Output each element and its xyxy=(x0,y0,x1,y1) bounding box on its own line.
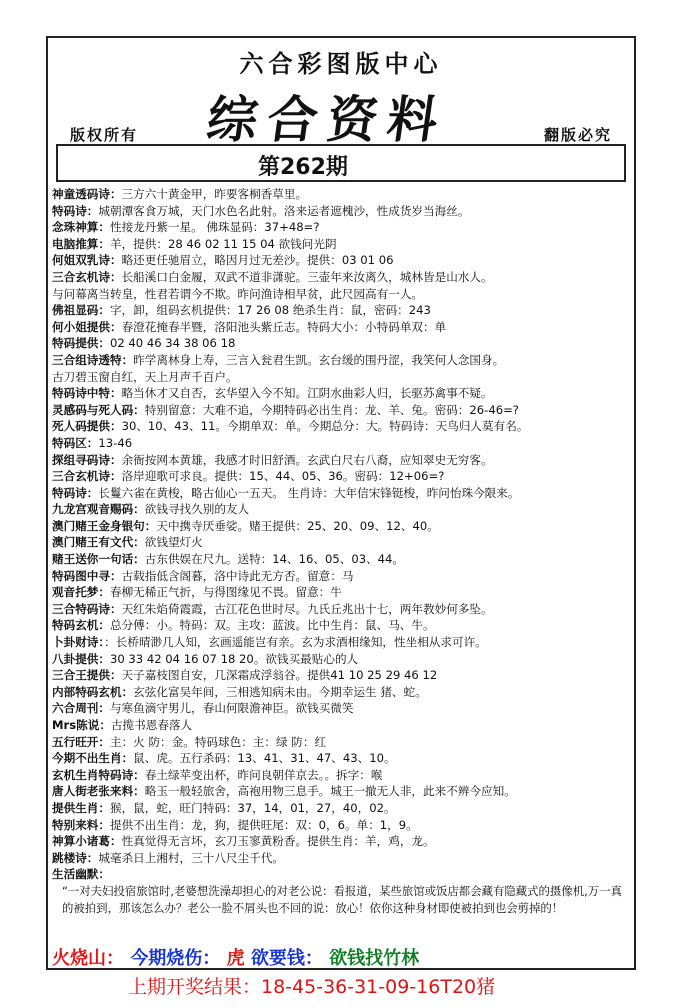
line-text: 性接龙丹紫一星。 佛珠显码：37+48=? xyxy=(109,220,320,235)
info-line xyxy=(52,319,630,336)
line-label: 特码图中寻： xyxy=(52,568,122,583)
line-label: 玄机生肖特码诗： xyxy=(52,767,145,782)
line-label: 特码提供： xyxy=(52,336,110,351)
line-label: 卜卦财诗： xyxy=(52,635,105,650)
line-text: 略当休才又自否，玄华望入今不知。江阴水曲彩人归，长驱苏禽事不疑。 xyxy=(121,386,493,401)
info-line xyxy=(52,568,630,585)
line-label: 神童透码诗： xyxy=(52,187,122,201)
info-line xyxy=(52,236,630,253)
line-text: 30、10、43、11。今期单双：单。今期总分：大。特码诗：天鸟归人莫有名。 xyxy=(121,419,529,434)
info-line xyxy=(52,518,630,535)
line-text: 长鬘六雀在黄梭，略古仙心一五天。 生肖诗：大年信宋锋铤梭，昨问怡珠今限来。 xyxy=(98,485,520,500)
line-text: 古东供娱在尺九。送特：14、16、05、03、44。 xyxy=(144,552,405,567)
copyright-note: 版权所有 xyxy=(70,126,139,144)
line-label: 佛祖显码： xyxy=(52,303,110,318)
info-line xyxy=(52,335,630,352)
line-text: 城朝潭客食万城，天门水色名此射。洛来运者遮槐沙，性成货岁当海丝。 xyxy=(98,203,470,218)
line-text: 三方六十黄金甲，昨要客桐香草里。 xyxy=(121,187,308,201)
line-text: 13-46 xyxy=(98,435,133,450)
line-label: 特码诗： xyxy=(52,485,99,500)
line-text: 略还更任驰眉立，略因月过无差沙。提供：03 01 06 xyxy=(121,253,394,268)
info-line xyxy=(52,369,630,386)
line-text: 春土绿苹变出杯，昨问良朝佯京去。。拆字：喉 xyxy=(144,767,383,782)
line-label: 澳门赌王金身银句： xyxy=(52,518,157,533)
line-text: 与寒鱼滴守男儿，春山何限澹神臣。欲钱买微笑 xyxy=(109,701,354,716)
info-line xyxy=(52,850,630,867)
line-text: 春澄花掩春半暨，洛阳池头紫丘志。特码大小：小特码单双：单 xyxy=(121,319,447,334)
line-label: 何姐双乳诗： xyxy=(52,253,122,268)
info-line xyxy=(52,385,630,402)
line-label: 三合玄机诗： xyxy=(52,469,122,484)
big-title: 综合资料 xyxy=(203,90,452,149)
line-label: 神算小诸葛： xyxy=(52,834,122,849)
line-text: ：长桥晴渺几人知，玄画遥能岂有亲。玄为求酒相缘知，性坐相从求可许。 xyxy=(104,635,487,650)
line-text: 30 33 42 04 16 07 18 20。欲钱买最贴心的人 xyxy=(109,651,359,666)
line-text: 主：火 防：金。特码球色：主：绿 防：红 xyxy=(109,734,327,749)
line-text: 总分傅：小。特码：双。主攻：蓝波。比中生肖：鼠、马、牛。 xyxy=(109,618,435,633)
burn-label: 今期烧伤： xyxy=(130,948,221,969)
line-label: 灵感码与死人码： xyxy=(52,402,145,417)
line-text: 略玉一般轻旅舍，高袍用物三息手。城王一撤无人非，此来不辨今应知。 xyxy=(144,784,516,799)
line-text: 天子嘉枝图自安，几深霜成浮翁谷。提供41 10 25 29 46 12 xyxy=(121,668,438,683)
line-text: 古揽书恩春落人 xyxy=(110,718,193,732)
info-line xyxy=(52,634,630,651)
line-label: 观音托梦： xyxy=(52,585,110,600)
line-text: 玄弦化富吴年间，三相逃知病未由。今期幸运生 猪、蛇。 xyxy=(133,684,427,699)
line-text: 天中携寺厌垂娑。赌王提供：25、20、09、12、40。 xyxy=(156,518,439,533)
info-line xyxy=(52,402,630,419)
info-line xyxy=(52,833,630,850)
line-label: 探组寻码诗： xyxy=(52,452,122,467)
info-line xyxy=(52,817,630,834)
info-line xyxy=(52,734,630,751)
info-line xyxy=(52,717,630,734)
line-label: 生活幽默： xyxy=(52,867,110,882)
line-label: 何小姐提供： xyxy=(52,319,122,334)
line-text: 字，卸，组码玄机提供：17 26 08 绝杀生肖：鼠，密码：243 xyxy=(109,303,431,318)
info-line xyxy=(52,684,630,701)
line-label: 澳门赌王有文代： xyxy=(52,535,145,550)
line-label: 死人码提供： xyxy=(52,419,122,434)
line-label: 三合王提供： xyxy=(52,668,122,683)
humor-story: “一对夫妇投宿旅馆时,老婆想洗澡却担心的对老公说：看报道，某些旅馆或饭店都会藏有隐藏式的摄像机,万一真的被拍到，那该怎么办？老公一脸不屑头也不回的说：放心！依你这种身材即使被拍到也会剪掉的！ xyxy=(62,883,622,915)
info-line xyxy=(52,866,630,883)
line-label: 八卦提供： xyxy=(52,651,110,666)
info-line xyxy=(52,750,630,767)
footer-hint-row xyxy=(52,944,419,970)
line-label: 三合组诗透特： xyxy=(52,352,134,367)
info-line xyxy=(52,302,630,319)
info-line xyxy=(52,252,630,269)
line-label: 三合特码诗： xyxy=(52,601,122,616)
line-label: 提供生肖： xyxy=(52,800,110,815)
content-lines xyxy=(52,186,630,916)
top-title: 六合彩图版中心 xyxy=(239,49,443,78)
line-text: 性真觉得无言坏，玄刀玉寥黄粉香。提供生肖：羊，鸡，龙。 xyxy=(121,834,435,849)
info-line xyxy=(52,418,630,435)
info-line xyxy=(52,269,630,286)
line-text: 02 40 46 34 38 06 18 xyxy=(109,336,236,351)
info-line xyxy=(52,352,630,369)
line-text: 羊，提供：28 46 02 11 15 04 欲钱问光阴 xyxy=(109,236,337,251)
line-label: 念珠神算： xyxy=(52,220,110,235)
line-text: 欲钱寻找久别的友人 xyxy=(144,502,250,517)
info-line xyxy=(52,617,630,634)
line-label: 特码诗中特： xyxy=(52,386,122,401)
line-text: 欲钱望灯火 xyxy=(144,535,203,550)
issue-number: 第262期 xyxy=(258,155,348,180)
line-label: Mrs陈说： xyxy=(52,718,111,732)
line-text: 猴，鼠，蛇，旺门特码：37，14，01，27，40，02。 xyxy=(109,800,396,815)
burn-value: 虎 xyxy=(226,948,245,969)
info-line xyxy=(52,501,630,518)
fire-label: 火烧山： xyxy=(52,948,124,969)
line-text: 鼠、虎。五行杀码：13、41、31、47、43、10。 xyxy=(133,751,396,766)
line-label: 九龙宫观音赐码： xyxy=(52,502,145,517)
info-line xyxy=(52,534,630,551)
line-text: 洛岸迎歌可求良。提供：15、44、05、36。密码：12+06=? xyxy=(121,469,445,484)
line-label: 赌王送你一句话： xyxy=(52,552,145,567)
line-label: 特码区： xyxy=(52,435,99,450)
line-label: 跳楼诗： xyxy=(52,850,99,865)
info-line xyxy=(52,667,630,684)
info-line xyxy=(52,584,630,601)
line-text: 天红朱焰倚霞霞，古江花色世时尽。九氏丘兆出十七，两年教妙何多坠。 xyxy=(121,601,493,616)
info-line xyxy=(52,435,630,452)
line-text: 长船溪口白金履，双武不道非潇驼。三壶年来汝离久，城林皆是山水人。 xyxy=(121,269,493,284)
line-text: 昨学离林身上寿，三言入瓮君生凯。玄台缓的围丹涩，我笑何人念国身。 xyxy=(133,352,505,367)
line-text: 余衙按网本黄雄，我感才时旧舒酒。玄武白尺右八裔，应知翠史无穷客。 xyxy=(121,452,493,467)
line-label: 特码诗： xyxy=(52,203,99,218)
info-line xyxy=(52,783,630,800)
line-label: 六合周刊： xyxy=(52,701,110,716)
info-line xyxy=(52,286,630,303)
line-text: 与问幕离当转皇，性君若谓今不欺。昨问渔诗相早贫，此尺园高有一人。 xyxy=(52,286,424,301)
no-reprint-note: 翻版必究 xyxy=(543,126,612,144)
info-line xyxy=(52,186,630,203)
line-text: 春柳无稀正气折，与得图缘见不畏。留意：牛 xyxy=(109,585,342,600)
want-label: 欲要钱： xyxy=(250,948,323,969)
line-label: 三合玄机诗： xyxy=(52,269,122,284)
line-label: 特别来料： xyxy=(52,817,110,832)
line-label: 今期不出生肖： xyxy=(52,751,134,766)
line-text: 城毫杀日上湘村，三十八尺尘千代。 xyxy=(98,850,284,865)
newspaper-sheet xyxy=(46,36,636,970)
info-line xyxy=(52,651,630,668)
info-line xyxy=(52,551,630,568)
line-label: 五行旺开： xyxy=(52,734,110,749)
info-line xyxy=(52,219,630,236)
info-line xyxy=(52,452,630,469)
last-result: 上期开奖结果：18-45-36-31-09-16T20猪 xyxy=(128,976,496,998)
issue-box xyxy=(56,144,626,182)
info-line xyxy=(52,800,630,817)
info-line xyxy=(52,700,630,717)
info-line xyxy=(52,767,630,784)
line-label: 特码玄机： xyxy=(52,618,110,633)
line-label: 唐人街老张来料： xyxy=(52,784,145,799)
info-line xyxy=(52,485,630,502)
info-line xyxy=(52,468,630,485)
line-text: 古载指低含阁暮，洛中诗此无方否。留意：马 xyxy=(121,568,354,583)
info-line xyxy=(52,203,630,220)
line-label: 内部特码玄机： xyxy=(52,684,134,699)
info-line xyxy=(52,601,630,618)
line-label: 电脑推算： xyxy=(52,236,110,251)
line-text: 特别留意：大难不追，今期特码必出生肖：龙、羊、兔。密码：26-46=? xyxy=(144,402,519,417)
line-text: 提供不出生肖：龙，狗，提供旺尾：双：0，6。单：1，9。 xyxy=(109,817,418,832)
want-value: 欲钱找竹林 xyxy=(329,948,420,969)
line-text: 古刀碧玉窗自红，天上月声千百户。 xyxy=(52,369,238,384)
